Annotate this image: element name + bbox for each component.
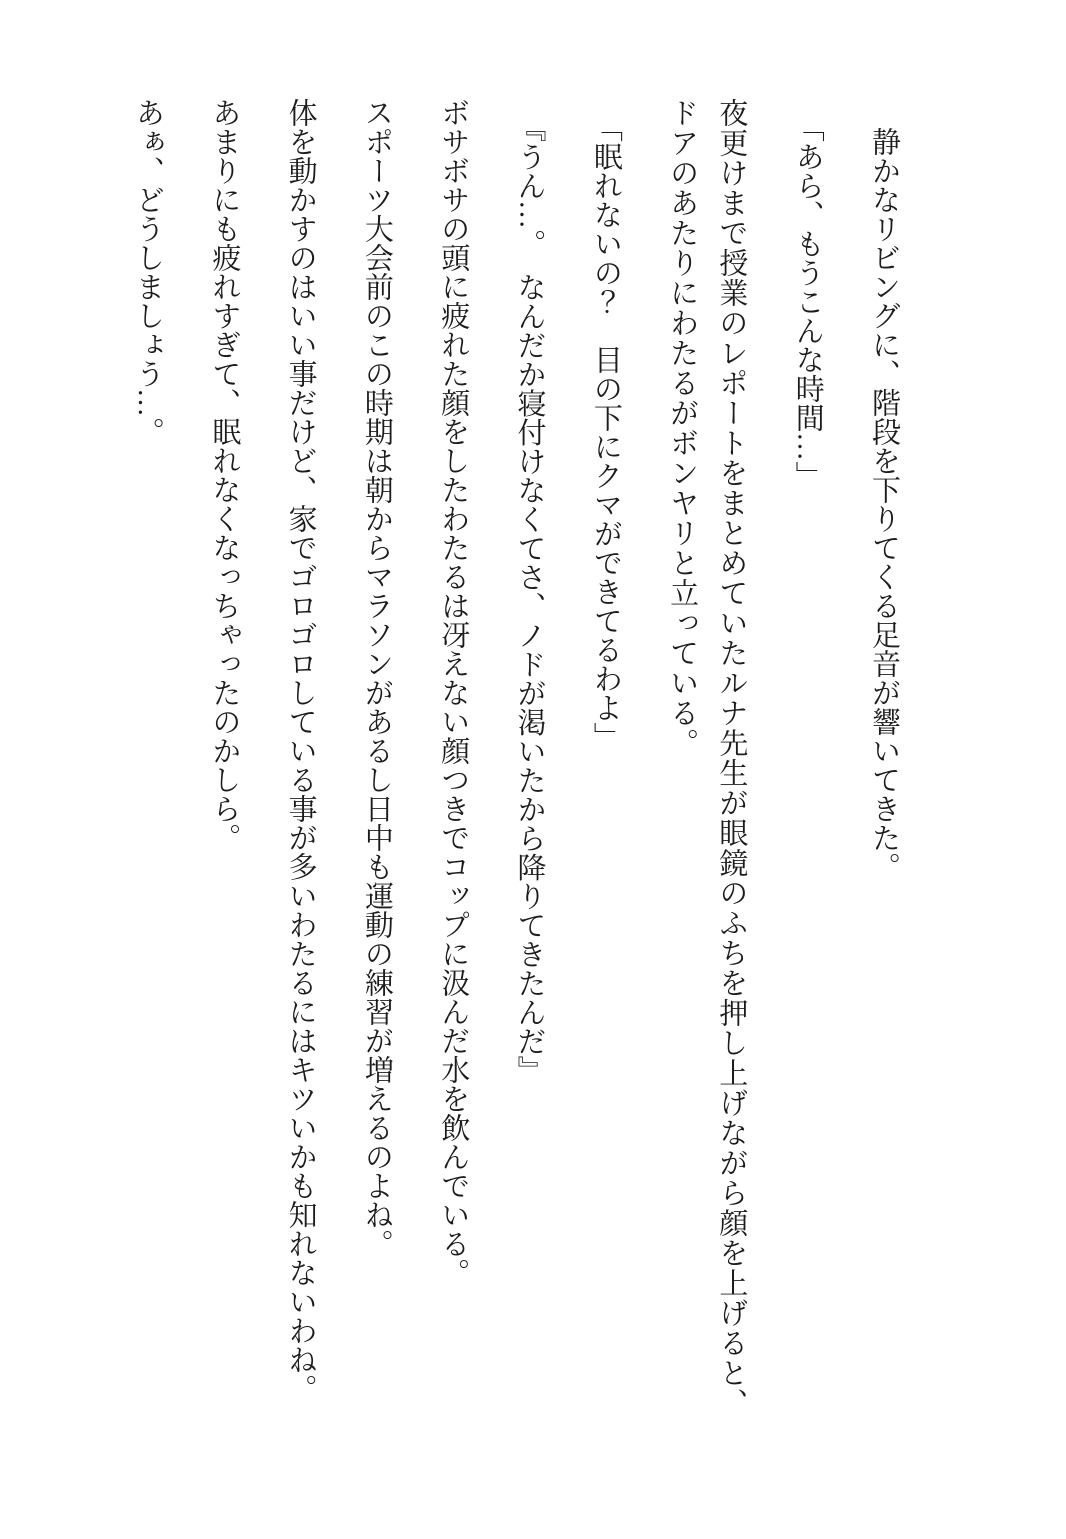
paragraph-narration-tough-for-wataru: 体を動かすのはいい事だけど、家でゴロゴロしている事が多いわたるにはキツいかも知れないわね。 xyxy=(284,98,317,1403)
novel-page xyxy=(123,98,908,1440)
paragraph-dialogue-wataru-thirsty: 『うん…。 なんだか寝付けなくてさ、ノドが渇いたから降りてきたんだ』 xyxy=(513,112,546,1084)
paragraph-dialogue-luna-cant-sleep: 「眠れないの？ 目の下にクマができてるわよ」 xyxy=(589,112,622,751)
paragraph-narration-what-to-do: あぁ、どうしましょう…。 xyxy=(132,98,165,446)
paragraph-narration-drinking-water: ボサボサの頭に疲れた顔をしたわたるは冴えない顔つきでコップに汲んだ水を飲んでいる。 xyxy=(437,98,470,1287)
paragraph-narration-footsteps: 静かなリビングに、階段を下りてくる足音が響いてきた。 xyxy=(868,127,900,881)
paragraph-narration-luna-looks-up: 夜更けまで授業のレポートをまとめていたルナ先生が眼鏡のふちを押し上げながら顔を上げると、ドアのあたりにわたるがボンヤリと立っている。 xyxy=(666,98,748,1418)
paragraph-narration-sports-season: スポーツ大会前のこの時期は朝からマラソンがあるし日中も運動の練習が増えるのよね。 xyxy=(360,98,393,1258)
paragraph-dialogue-luna-time: 「あら、もうこんな時間…」 xyxy=(791,112,824,490)
paragraph-narration-too-tired: あまりにも疲れすぎて、眠れなくなっちゃったのかしら。 xyxy=(208,98,241,852)
